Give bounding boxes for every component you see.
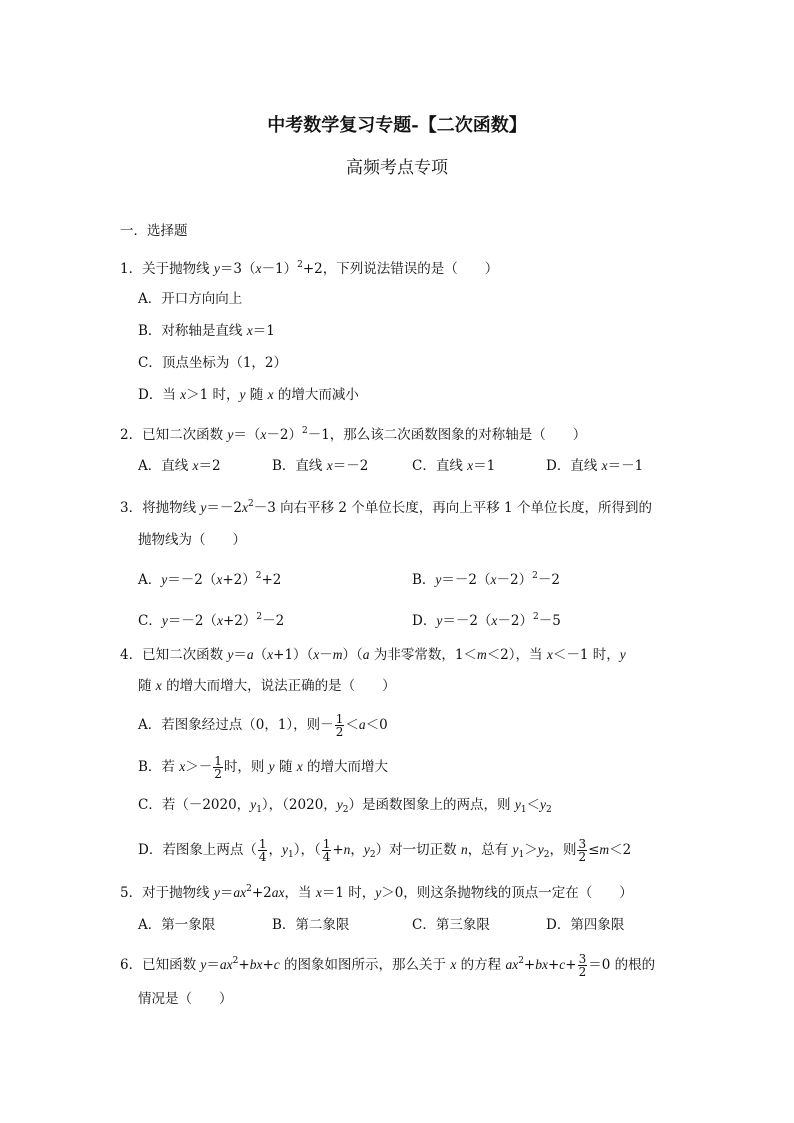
question-1-option-c: C．顶点坐标为（1，2） — [138, 355, 288, 371]
question-4-stem-line1: 4．已知二次函数 y＝a（x+1）（x－m）（a 为非零常数，1＜m＜2），当 x＜－1 时，y — [120, 647, 626, 663]
question-6-stem-line1: 6．已知函数 $y=ax^2+bx+c$ 的图象如图所示，那么关于 x 的方程 $ax^2+bx+c+$ $\frac{3}{2}$ ＝0 的根的 — [120, 952, 656, 979]
question-3-option-a: A．$y=-2(x+2)^2+2$ — [138, 571, 282, 588]
section-label: 一．选择题 — [120, 223, 188, 239]
question-number: 5． — [120, 885, 143, 901]
question-1-stem: 1．关于抛物线 $y=3(x-1)^2+2$，下列说法错误的是（ ） — [120, 260, 499, 277]
question-5-option-c: C．第三象限 — [412, 917, 490, 933]
page-subtitle: 高频考点专项 — [346, 158, 448, 178]
question-number: 6． — [120, 957, 143, 973]
question-4-option-d: D．若图象上两点（ $\frac{1}{4}$ ，$y_1$），（ $\frac{1}{4}$ +n，$y_2$）对一切正数 n，总有 $y_1>y_2$，则 $\frac{3}{2}$ ≤m＜2 — [138, 837, 632, 864]
question-2-option-b: B．直线 x＝－2 — [272, 458, 369, 474]
question-3-stem-line2: 抛物线为（ ） — [138, 532, 246, 548]
question-5-option-d: D．第四象限 — [546, 917, 625, 933]
fraction: $\frac{3}{2}$ — [578, 837, 587, 864]
question-5-option-b: B．第二象限 — [272, 917, 350, 933]
question-2-stem: 2．已知二次函数 $y=(x-2)^2-1$，那么该二次函数图象的对称轴是（ ） — [120, 426, 587, 443]
question-2-option-d: D．直线 x＝－1 — [546, 458, 644, 474]
fraction: $\frac{1}{4}$ — [258, 837, 267, 864]
question-number: 1． — [120, 261, 143, 277]
question-6-stem-line2: 情况是（ ） — [138, 991, 233, 1007]
fraction: $\frac{3}{2}$ — [578, 952, 587, 979]
question-4-option-b: B．若 x＞－ $\frac{1}{2}$ 时，则 y 随 x 的增大而增大 — [138, 754, 389, 781]
question-3-option-d: D．$y=-2(x-2)^2-5$ — [412, 612, 561, 629]
question-3-stem-line1: 3．将抛物线 $y=-2x^2-3$ 向右平移 2 个单位长度，再向上平移 1 个单位长度，所得到的 — [120, 499, 652, 516]
question-4-stem-line2: 随 x 的增大而增大，说法正确的是（ ） — [138, 678, 396, 694]
question-5-option-a: A．第一象限 — [138, 917, 216, 933]
fraction: $\frac{1}{2}$ — [214, 754, 222, 781]
page-title: 中考数学复习专题-【二次函数】 — [267, 115, 527, 136]
question-4-option-a: A．若图象经过点（0，1），则－ $\frac{1}{2}$ ＜a＜0 — [138, 712, 388, 739]
question-1-option-b: B．对称轴是直线 x＝1 — [138, 323, 275, 339]
question-3-option-b: B．$y=-2(x-2)^2-2$ — [412, 571, 560, 588]
question-1-option-a: A．开口方向向上 — [138, 291, 243, 307]
fraction: $\frac{1}{4}$ — [322, 837, 331, 864]
question-5-stem: 5．对于抛物线 $y=ax^2+2ax$，当 x＝1 时，y＞0，则这条抛物线的顶点一定在（ ） — [120, 884, 633, 901]
question-4-option-c: C．若（－2020，$y_1$），（2020，$y_2$）是函数图象上的两点，则 $y_1<y_2$ — [138, 797, 552, 815]
question-number: 3． — [120, 500, 143, 516]
question-2-option-a: A．直线 x＝2 — [138, 458, 221, 474]
fraction: $\frac{1}{2}$ — [335, 712, 344, 739]
question-number: 4． — [120, 647, 143, 663]
question-2-option-c: C．直线 x＝1 — [412, 458, 496, 474]
question-3-option-c: C．$y=-2(x+2)^2-2$ — [138, 612, 285, 629]
question-number: 2． — [120, 427, 143, 443]
question-1-option-d: D．当 x＞1 时，y 随 x 的增大而减小 — [138, 387, 359, 403]
